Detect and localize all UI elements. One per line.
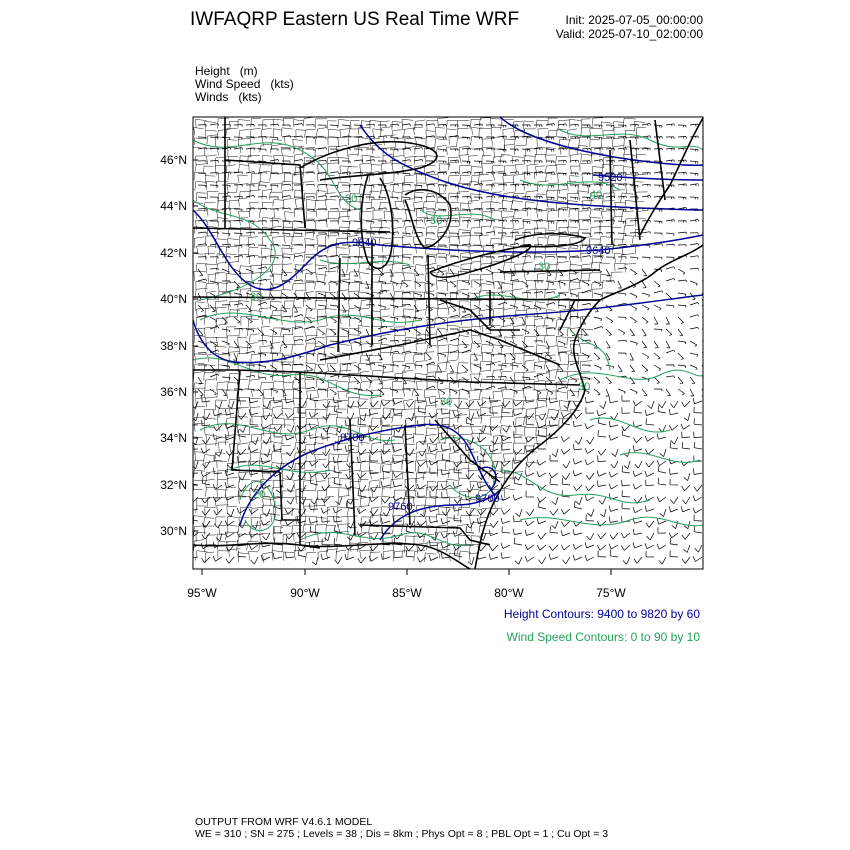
- wind-contour: [193, 200, 275, 300]
- field-unit: (m): [239, 64, 258, 78]
- lon-label: 75°W: [596, 586, 626, 600]
- lat-label: 32°N: [160, 478, 187, 492]
- wind-label: 30: [440, 396, 453, 408]
- boundary: [338, 258, 340, 352]
- height-contour-legend: Height Contours: 9400 to 9820 by 60: [503, 607, 700, 621]
- boundary: [655, 120, 665, 200]
- field-unit: (kts): [270, 77, 294, 91]
- boundary: [630, 140, 640, 240]
- field-name: Winds: [195, 90, 229, 104]
- wind-label: 40: [590, 189, 603, 201]
- field-name: Height: [195, 64, 230, 78]
- height-label: 9640: [586, 245, 611, 257]
- height-contour: [360, 125, 703, 210]
- lat-label: 30°N: [160, 524, 187, 538]
- height-label: 9760: [388, 501, 413, 513]
- longitude-axis: [187, 569, 626, 600]
- lat-label: 40°N: [160, 292, 187, 306]
- model-info: OUTPUT FROM WRF V4.6.1 MODEL: [195, 816, 373, 828]
- map-title: IWFAQRP Eastern US Real Time WRF: [190, 9, 520, 30]
- lat-label: 42°N: [160, 246, 187, 260]
- lon-label: 95°W: [187, 586, 217, 600]
- height-label: 9700: [475, 493, 500, 505]
- lat-label: 44°N: [160, 199, 187, 213]
- boundary: [560, 300, 600, 330]
- wind-label: 30: [538, 261, 551, 273]
- lon-label: 85°W: [392, 586, 422, 600]
- boundary: [193, 228, 390, 232]
- wind-label: 20: [345, 193, 358, 205]
- lat-label: 46°N: [160, 153, 187, 167]
- init-time: Init: 2025-07-05_00:00:00: [565, 13, 703, 27]
- wind-contour-legend: Wind Speed Contours: 0 to 90 by 10: [506, 630, 700, 644]
- field-unit: (kts): [238, 90, 262, 104]
- latitude-axis: [160, 153, 198, 538]
- wind-contour: [620, 453, 700, 463]
- lon-label: 90°W: [290, 586, 320, 600]
- wind-contour: [500, 470, 650, 503]
- field-name: Wind Speed: [195, 77, 261, 91]
- wind-label: 30: [250, 291, 263, 303]
- wind-contour: [590, 418, 670, 432]
- map-content: [189, 117, 711, 569]
- wind-contour: [320, 260, 410, 265]
- height-label: 9700: [340, 432, 365, 444]
- height-label: 9640: [352, 237, 377, 249]
- wind-label: 20: [253, 489, 266, 501]
- wind-label: 30: [578, 381, 591, 393]
- lake-huron: [405, 190, 451, 248]
- lat-label: 34°N: [160, 431, 187, 445]
- valid-time: Valid: 2025-07-10_02:00:00: [555, 27, 703, 41]
- height-label: 9520: [598, 172, 623, 184]
- wind-contour: [520, 517, 703, 526]
- model-config: WE = 310 ; SN = 275 ; Levels = 38 ; Dis = 8km ; Phys Opt = 8 ; PBL Opt = 1 ; Cu Opt = 3: [195, 828, 609, 840]
- wind-label: 30: [430, 215, 443, 227]
- coastline: [193, 543, 470, 569]
- lat-label: 38°N: [160, 339, 187, 353]
- lon-label: 80°W: [494, 586, 524, 600]
- lat-label: 36°N: [160, 385, 187, 399]
- lake-michigan: [361, 175, 392, 268]
